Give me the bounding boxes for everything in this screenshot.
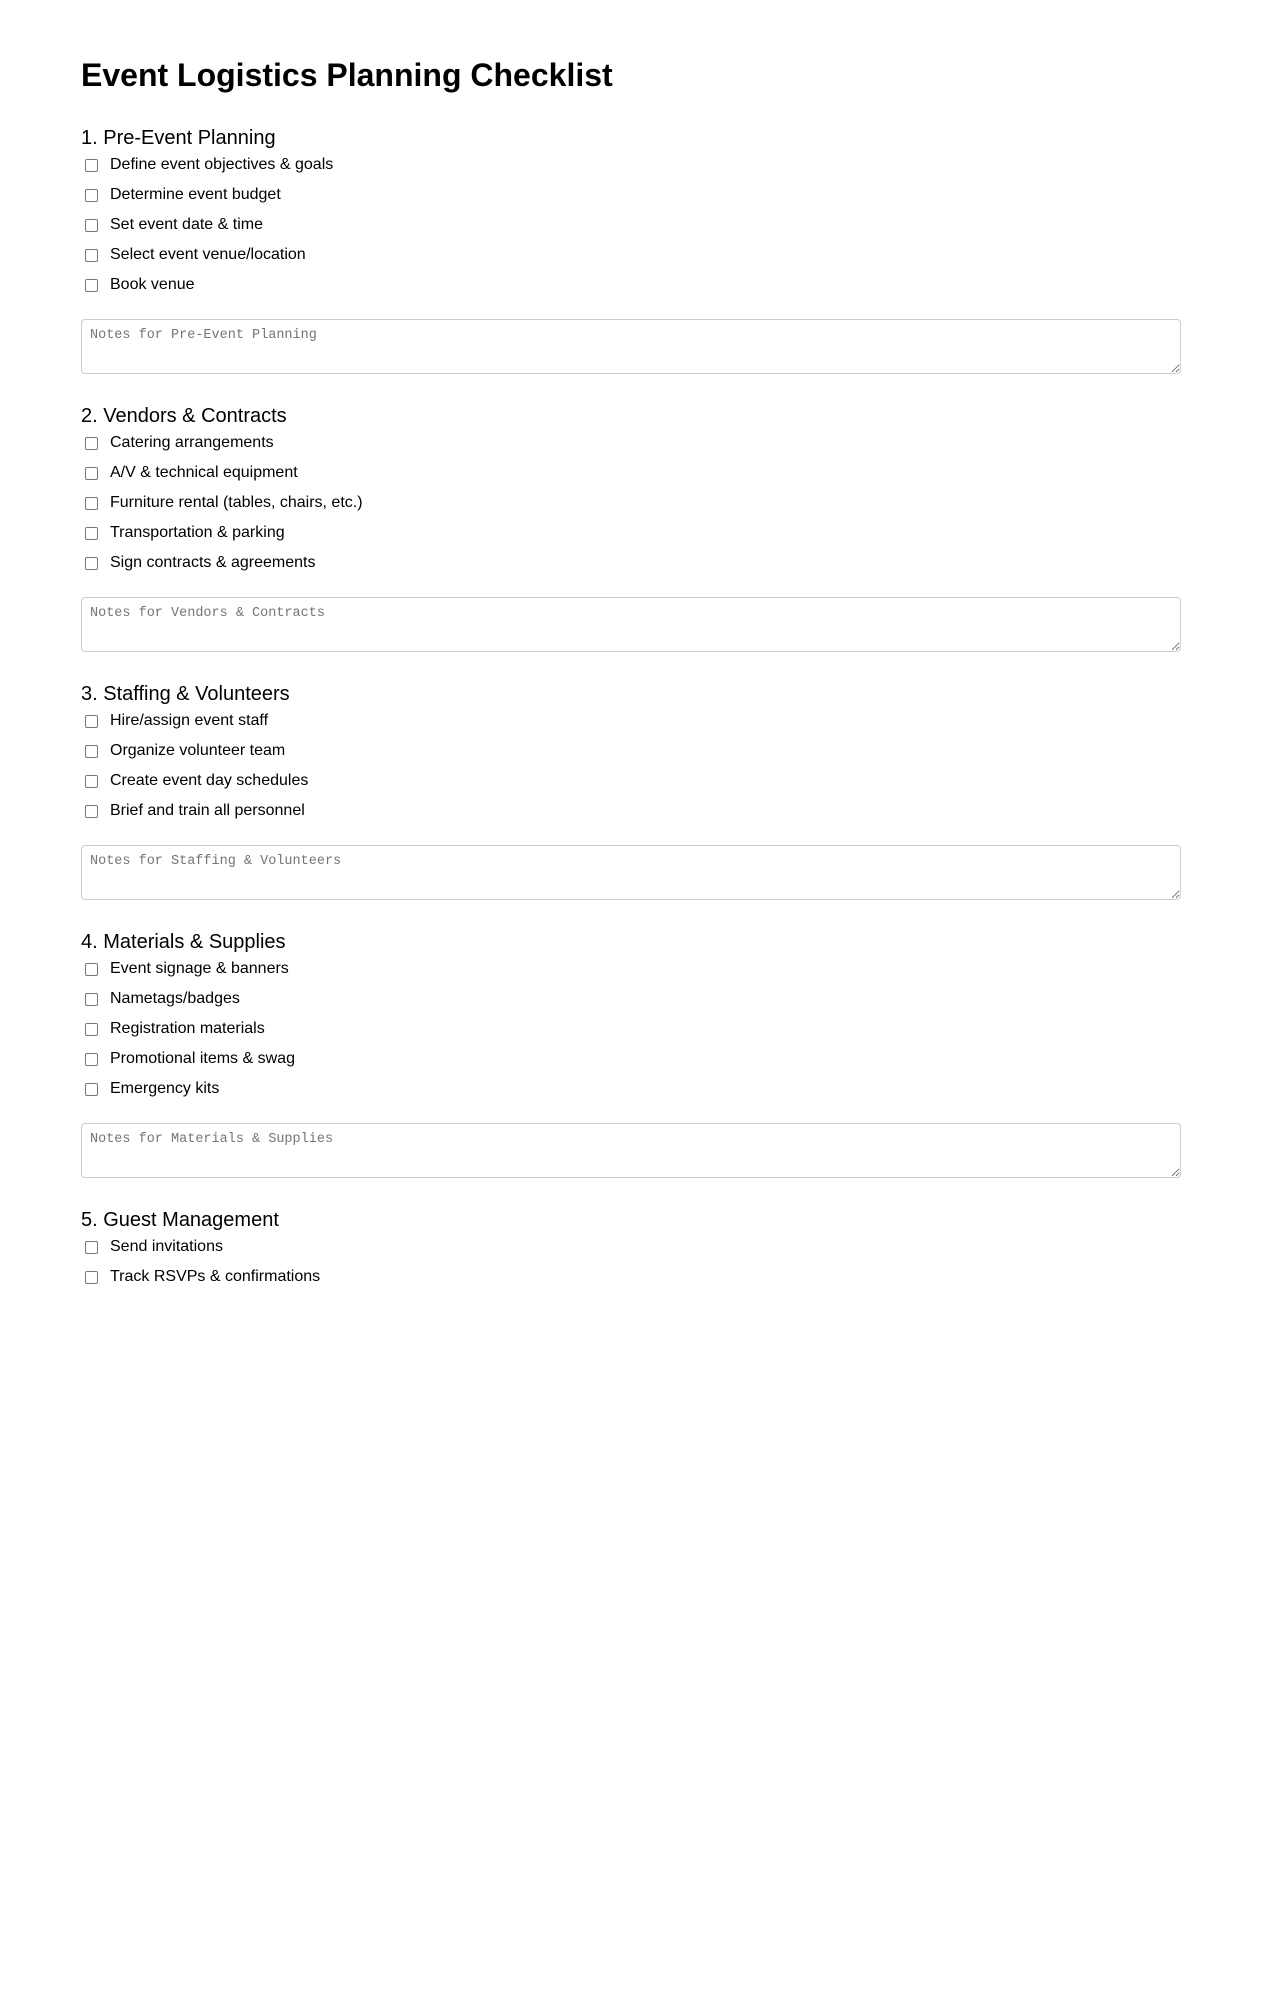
checklist-item bbox=[81, 1014, 1181, 1044]
notes-staffing-volunteers[interactable] bbox=[81, 845, 1181, 900]
checklist-item bbox=[81, 766, 1181, 796]
checkbox-select-venue[interactable] bbox=[85, 249, 98, 262]
notes-vendors-contracts[interactable] bbox=[81, 597, 1181, 652]
checkbox-signage-banners[interactable] bbox=[85, 963, 98, 976]
checkbox-sign-contracts[interactable] bbox=[85, 557, 98, 570]
checklist-item bbox=[81, 240, 1181, 270]
checklist-item-label[interactable]: Transportation & parking bbox=[110, 524, 285, 541]
checkbox-emergency-kits[interactable] bbox=[85, 1083, 98, 1096]
checkbox-transportation[interactable] bbox=[85, 527, 98, 540]
checklist-item bbox=[81, 1262, 1181, 1292]
checklist-item bbox=[81, 428, 1181, 458]
checklist-item bbox=[81, 488, 1181, 518]
checklist-item-label[interactable]: Book venue bbox=[110, 276, 195, 293]
checklist-item bbox=[81, 458, 1181, 488]
checklist-item bbox=[81, 518, 1181, 548]
notes-pre-event-planning[interactable] bbox=[81, 319, 1181, 374]
checkbox-hire-staff[interactable] bbox=[85, 715, 98, 728]
sections-container bbox=[81, 126, 1181, 1322]
checkbox-book-venue[interactable] bbox=[85, 279, 98, 292]
checklist-item-label[interactable]: Registration materials bbox=[110, 1020, 265, 1037]
checkbox-furniture-rental[interactable] bbox=[85, 497, 98, 510]
checklist-item-label[interactable]: Brief and train all personnel bbox=[110, 802, 305, 819]
checkbox-create-schedules[interactable] bbox=[85, 775, 98, 788]
checklist-item-label[interactable]: Organize volunteer team bbox=[110, 742, 286, 759]
checklist-item bbox=[81, 706, 1181, 736]
checklist-item bbox=[81, 270, 1181, 300]
checkbox-track-rsvps[interactable] bbox=[85, 1271, 98, 1284]
checklist-item-label[interactable]: Catering arrangements bbox=[110, 434, 274, 451]
checklist bbox=[81, 706, 1181, 826]
checkbox-promotional-items[interactable] bbox=[85, 1053, 98, 1066]
checkbox-determine-budget[interactable] bbox=[85, 189, 98, 202]
checklist-item-label[interactable]: Define event objectives & goals bbox=[110, 156, 334, 173]
checklist-item-label[interactable]: Track RSVPs & confirmations bbox=[110, 1268, 321, 1285]
checklist-item bbox=[81, 180, 1181, 210]
section-heading: 5. Guest Management bbox=[81, 1209, 279, 1231]
checklist-item bbox=[81, 1232, 1181, 1262]
checklist-item-label[interactable]: Hire/assign event staff bbox=[110, 712, 269, 729]
checklist-item-label[interactable]: Emergency kits bbox=[110, 1080, 220, 1097]
checkbox-organize-volunteers[interactable] bbox=[85, 745, 98, 758]
checkbox-nametags[interactable] bbox=[85, 993, 98, 1006]
checklist-item bbox=[81, 1074, 1181, 1104]
checklist-item bbox=[81, 984, 1181, 1014]
checklist-item bbox=[81, 150, 1181, 180]
checklist-item-label[interactable]: Create event day schedules bbox=[110, 772, 309, 789]
section-heading: 2. Vendors & Contracts bbox=[81, 405, 287, 427]
checklist bbox=[81, 954, 1181, 1104]
checkbox-av-equipment[interactable] bbox=[85, 467, 98, 480]
checklist bbox=[81, 428, 1181, 578]
checklist-item-label[interactable]: Determine event budget bbox=[110, 186, 281, 203]
checkbox-registration-materials[interactable] bbox=[85, 1023, 98, 1036]
checklist-item-label[interactable]: Promotional items & swag bbox=[110, 1050, 295, 1067]
checklist-item-label[interactable]: Select event venue/location bbox=[110, 246, 306, 263]
section-materials-supplies bbox=[81, 930, 1181, 1178]
checklist-item-label[interactable]: Furniture rental (tables, chairs, etc.) bbox=[110, 494, 363, 511]
checkbox-catering[interactable] bbox=[85, 437, 98, 450]
checkbox-brief-train[interactable] bbox=[85, 805, 98, 818]
section-pre-event-planning bbox=[81, 126, 1181, 374]
checklist-item bbox=[81, 1044, 1181, 1074]
checklist-item-label[interactable]: Set event date & time bbox=[110, 216, 263, 233]
checklist-item bbox=[81, 796, 1181, 826]
checklist-item-label[interactable]: A/V & technical equipment bbox=[110, 464, 298, 481]
checkbox-define-objectives[interactable] bbox=[85, 159, 98, 172]
section-staffing-volunteers bbox=[81, 682, 1181, 900]
section-guest-management bbox=[81, 1208, 1181, 1292]
section-heading: 1. Pre-Event Planning bbox=[81, 127, 276, 149]
checklist-item-label[interactable]: Send invitations bbox=[110, 1238, 223, 1255]
checkbox-set-date-time[interactable] bbox=[85, 219, 98, 232]
checklist-item-label[interactable]: Event signage & banners bbox=[110, 960, 289, 977]
checklist-item bbox=[81, 736, 1181, 766]
notes-materials-supplies[interactable] bbox=[81, 1123, 1181, 1178]
section-heading: 4. Materials & Supplies bbox=[81, 931, 286, 953]
section-heading: 3. Staffing & Volunteers bbox=[81, 683, 290, 705]
checklist-item bbox=[81, 548, 1181, 578]
page-title: Event Logistics Planning Checklist bbox=[81, 57, 613, 93]
checklist-item bbox=[81, 954, 1181, 984]
checklist-item-label[interactable]: Sign contracts & agreements bbox=[110, 554, 316, 571]
section-vendors-contracts bbox=[81, 404, 1181, 652]
checklist bbox=[81, 1232, 1181, 1292]
checkbox-send-invitations[interactable] bbox=[85, 1241, 98, 1254]
checklist-item bbox=[81, 210, 1181, 240]
checklist bbox=[81, 150, 1181, 300]
checklist-item-label[interactable]: Nametags/badges bbox=[110, 990, 240, 1007]
